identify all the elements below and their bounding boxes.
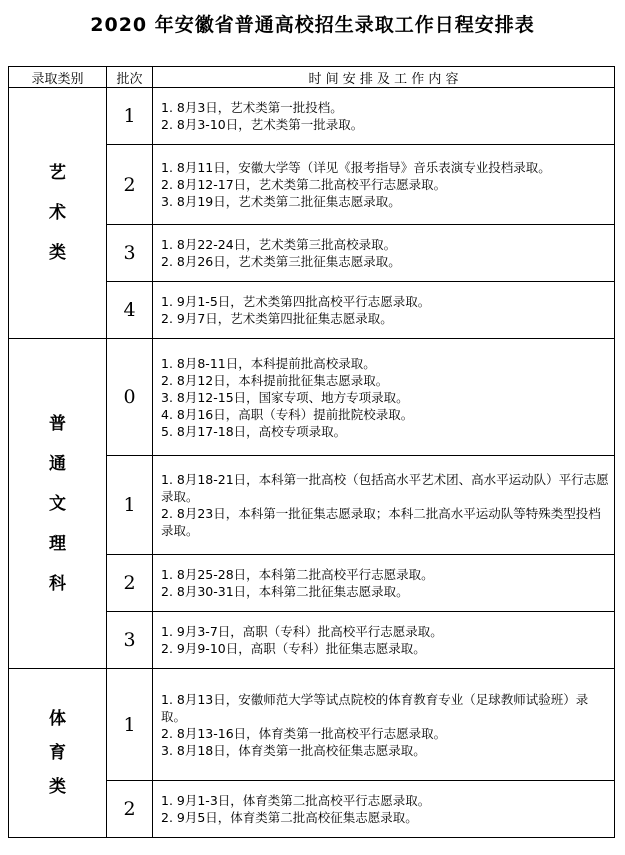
table-row: [9, 669, 615, 781]
schedule-line: 3. 8月19日，艺术类第二批征集志愿录取。: [161, 194, 401, 209]
schedule-line: 2. 9月7日，艺术类第四批征集志愿录取。: [161, 311, 393, 326]
schedule-line: 2. 9月9-10日，高职（专科）批征集志愿录取。: [161, 641, 426, 656]
table-row: [9, 339, 615, 456]
schedule-content-cell: [153, 282, 615, 339]
category-char: 育: [49, 743, 66, 763]
batch-cell: 1: [107, 669, 153, 781]
category-char: 文: [49, 493, 66, 514]
schedule-content-cell: [153, 781, 615, 838]
header-batch: 批次: [107, 67, 153, 88]
category-art: [9, 88, 107, 339]
category-char: 通: [49, 453, 66, 474]
batch-cell: 3: [107, 225, 153, 282]
schedule-line: 2. 8月26日，艺术类第三批征集志愿录取。: [161, 254, 401, 269]
schedule-line: 1. 9月3-7日，高职（专科）批高校平行志愿录取。: [161, 624, 443, 639]
schedule-line: 2. 8月23日，本科第一批征集志愿录取；本科二批高水平运动队等特殊类型投档录取。: [161, 506, 601, 538]
schedule-content-cell: [153, 612, 615, 669]
schedule-table: [8, 66, 615, 838]
category-char: 体: [49, 709, 66, 729]
schedule-line: 5. 8月17-18日，高校专项录取。: [161, 423, 347, 439]
batch-cell: 2: [107, 145, 153, 225]
category-sports: [9, 669, 107, 838]
schedule-line: 2. 8月12日，本科提前批征集志愿录取。: [161, 372, 389, 388]
batch-cell: 1: [107, 456, 153, 555]
schedule-content-cell: [153, 555, 615, 612]
schedule-line: 3. 8月12-15日，国家专项、地方专项录取。: [161, 389, 409, 405]
schedule-content-cell: [153, 456, 615, 555]
schedule-line: 2. 8月3-10日，艺术类第一批录取。: [161, 117, 364, 132]
batch-cell: 2: [107, 555, 153, 612]
schedule-line: 1. 8月11日，安徽大学等（详见《报考指导》音乐表演专业投档录取。: [161, 160, 551, 175]
schedule-line: 1. 8月25-28日，本科第二批高校平行志愿录取。: [161, 567, 434, 582]
page-title: 2020 年安徽省普通高校招生录取工作日程安排表: [90, 14, 535, 36]
schedule-content-cell: [153, 669, 615, 781]
schedule-line: 3. 8月18日，体育类第一批高校征集志愿录取。: [161, 742, 426, 758]
category-char: 艺: [49, 163, 66, 183]
batch-cell: 2: [107, 781, 153, 838]
category-char: 科: [49, 573, 66, 594]
schedule-line: 1. 8月22-24日，艺术类第三批高校录取。: [161, 237, 397, 252]
schedule-line: 2. 9月5日，体育类第二批高校征集志愿录取。: [161, 810, 418, 825]
schedule-line: 1. 8月18-21日，本科第一批高校（包括高水平艺术团、高水平运动队）平行志愿录取。: [161, 472, 609, 504]
header-content: 时 间 安 排 及 工 作 内 容: [153, 67, 615, 88]
header-category: 录取类别: [9, 67, 107, 88]
schedule-line: 1. 8月8-11日，本科提前批高校录取。: [161, 355, 376, 371]
header-row: [9, 67, 615, 88]
batch-cell: 0: [107, 339, 153, 456]
batch-cell: 1: [107, 88, 153, 145]
schedule-line: 1. 9月1-5日，艺术类第四批高校平行志愿录取。: [161, 294, 431, 309]
schedule-line: 1. 9月1-3日，体育类第二批高校平行志愿录取。: [161, 793, 431, 808]
category-general: [9, 339, 107, 669]
schedule-line: 2. 8月13-16日，体育类第一批高校平行志愿录取。: [161, 725, 447, 741]
category-char: 普: [49, 413, 66, 434]
schedule-content-cell: [153, 339, 615, 456]
schedule-content-cell: [153, 225, 615, 282]
schedule-line: 1. 8月3日，艺术类第一批投档。: [161, 100, 343, 115]
schedule-line: 2. 8月30-31日，本科第二批征集志愿录取。: [161, 584, 409, 599]
schedule-content-cell: [153, 88, 615, 145]
schedule-line: 2. 8月12-17日，艺术类第二批高校平行志愿录取。: [161, 177, 447, 192]
category-char: 类: [49, 777, 66, 797]
schedule-content-cell: [153, 145, 615, 225]
schedule-line: 1. 8月13日，安徽师范大学等试点院校的体育教育专业（足球教师试验班）录取。: [161, 691, 589, 724]
table-row: [9, 88, 615, 145]
batch-cell: 3: [107, 612, 153, 669]
batch-cell: 4: [107, 282, 153, 339]
category-char: 理: [49, 533, 66, 554]
category-char: 类: [49, 243, 66, 263]
schedule-line: 4. 8月16日，高职（专科）提前批院校录取。: [161, 406, 414, 422]
category-char: 术: [49, 203, 66, 223]
